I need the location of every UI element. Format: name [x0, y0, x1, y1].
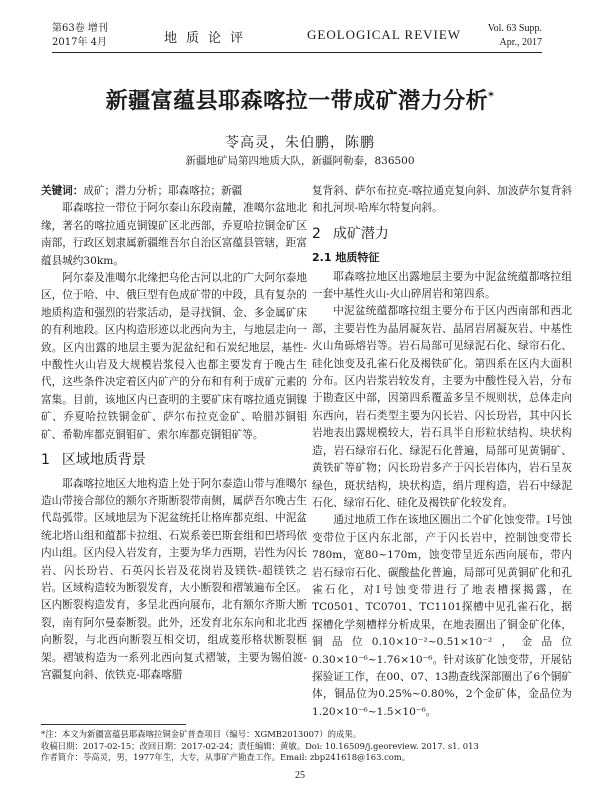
section-2-paragraph-2: 中泥盆统蕴都喀拉组主要分布于区内西南部和西北部，主要岩性为晶屑凝灰岩、晶屑岩屑凝灰岩、中基性火山角砾熔岩等。岩石局部可见绿泥石化、绿帘石化、硅化蚀变及孔雀石化及褐铁矿化。第四系在区内大面积分布。区内岩浆岩较发育，主要为中酸性侵入岩，分布于勘查区中部，因第四系覆盖多呈不规则状，总体走向东西向，岩石类型主要为闪长岩、闪长玢岩，其中闪长岩地表出露规模较大，岩石具半自形粒状结构、块状构造，岩石绿帘石化、绿泥石化普遍，局部可见黄铜矿、黄铁矿等矿物；闪长玢岩多产于闪长岩体内，岩石呈灰绿色，斑状结构，块状构造，绢片理构造，岩石中绿泥石化、绿帘石化、硅化及褐铁矿化较发育。: [312, 305, 572, 509]
running-header: [52, 22, 542, 52]
footnote-fund: *注：本文为新疆富蕴县耶森喀拉铜金矿普查项目（编号：XGMB2013007）的成果。: [41, 729, 362, 739]
title-footnote-mark: *: [488, 89, 495, 103]
section-2-heading: [312, 226, 572, 243]
footnote-author-bio: 作者简介：苓高灵，男，1977年生，大专，从事矿产勘查工作。Email: zbp241618@163.com。: [41, 752, 411, 762]
page-number: 25: [295, 770, 305, 781]
section-number: 2: [312, 225, 321, 242]
section-number: 1: [41, 452, 50, 469]
footnotes: [41, 729, 561, 764]
footnote-rule: [41, 724, 186, 725]
header-rule: [52, 52, 542, 53]
section-1-paragraph: 耶森喀拉地区大地构造上处于阿尔泰造山带与准噶尔造山带接合部位的额尔齐斯断裂带南侧，属萨吾尔晚古生代岛弧带。区域地层为下泥盆统托让格库都克组、中泥盆统北塔山组和蕴都卡拉组、石炭系姜巴斯套组和巴塔玛依内山组。区内侵入岩发育，主要为华力西期，岩性为闪长岩、闪长玢岩、石英闪长岩及花岗岩及镁铁-超镁铁之岩。区域构造较为断裂发育，大小断裂和褶皱遍布全区。区内断裂构造发育，多呈北西向展布，北有额尔齐斯大断裂，南有阿尔曼泰断裂。此外，还发育北东东向和北北西向断裂，与北西向断裂互相交切，组成菱形格状断裂框架。褶皱构造为一系列北西向复式褶皱，主要为锡伯渡-宫疆复向斜、依铁克-耶森喀腊: [41, 477, 307, 681]
continuation-paragraph: 复背斜、萨尔布拉克-喀拉通克复向斜、加波萨尔复背斜和扎河坝-哈库尔特复向斜。: [312, 185, 572, 215]
left-column: [41, 183, 307, 684]
authors: 苓高灵，朱伯鹏，陈鹏: [225, 135, 375, 151]
date-cn: 2017年 4月: [52, 37, 107, 48]
header-volume-cn: [52, 22, 108, 50]
volume-cn: 第63卷 增刊: [52, 23, 108, 34]
keywords-label: 关键词：: [41, 185, 84, 197]
footnote-dates: 收稿日期：2017-02-15；改回日期：2017-02-24；责任编辑：黄敏。Doi: 10.16509/j.georeview. 2017. s1. 013: [41, 740, 479, 751]
volume-en: Vol. 63 Supp.: [487, 23, 542, 34]
section-2-paragraph-1: 耶森喀拉地区出露地层主要为中泥盆统蕴都喀拉组一套中基性火山-火山碎屑岩和第四系。: [312, 270, 572, 301]
intro-paragraph-2: 阿尔泰及准噶尔北缘把乌伦古河以北的广大阿尔泰地区，位于哈、中、俄巨型有色成矿带的中段，具有复杂的地质构造和强烈的岩浆活动，是寻找铜、金、多金属矿床的有利地段。区内构造形迹以北西向为主，与地层走向一致。区内出露的地层主要为泥盆纪和石炭纪地层，基性-中酸性火山岩及大规模岩浆侵入也都主要发育于晚古生代，这些条件决定着区内矿产的分布和有利于成矿元素的富集。目前，该地区内已查明的主要矿床有喀拉通克铜镍矿、乔夏哈拉铁铜金矿、萨尔布拉克金矿、哈腊苏铜钼矿、希勒库都克铜钼矿、索尔库都克铜钼矿等。: [41, 272, 307, 441]
journal-name-en: GEOLOGICAL REVIEW: [307, 27, 462, 42]
date-en: Apr., 2017: [499, 37, 542, 48]
intro-paragraph-1: 耶森喀拉一带位于阿尔泰山东段南麓，准噶尔盆地北缘，著名的喀拉通克铜镍矿区北西部，乔夏哈拉铜金矿区南部，行政区划隶属新疆维吾尔自治区富蕴县管辖，距富蕴县城约30km。: [41, 202, 307, 267]
section-title: 区域地质背景: [61, 452, 146, 469]
section-2-paragraph-3: 通过地质工作在该地区圈出二个矿化蚀变带。Ⅰ号蚀变带位于区内东北部，产于闪长岩中，控制蚀变带长780m，宽80~170m，蚀变带呈近东西向展布，带内岩石绿帘石化、碳酸盐化普遍，局部可见黄铜矿化和孔雀石化，对Ⅰ号蚀变带进行了地表槽探揭露，在TC0501、TC0701、TC1101探槽中见孔雀石化，据探槽化学刻槽样分析成果，在地表圈出了铜金矿化体，铜品位0.10×10⁻²~0.51×10⁻²，金品位0.30×10⁻⁶~1.76×10⁻⁶。针对该矿化蚀变带，开展钻探验证工作，在00、07、13勘查线深部圈出了6个铜矿体，铜品位为0.25%~0.80%，2个金矿体，金品位为1.20×10⁻⁶~1.5×10⁻⁶。: [312, 514, 572, 718]
header-volume-en: [488, 22, 542, 50]
right-column: [312, 183, 572, 721]
keywords: [41, 183, 307, 200]
section-title: 成矿潜力: [332, 225, 389, 242]
title-text: 新疆富蕴县耶森喀拉一带成矿潜力分析: [105, 89, 489, 114]
keywords-text: 成矿；潜力分析；耶森喀拉；新疆: [83, 185, 243, 197]
article-title: [0, 84, 600, 115]
subsection-2-1-heading: 2.1 地质特征: [312, 251, 380, 265]
affiliation: 新疆地矿局第四地质大队，新疆阿勒泰，836500: [185, 155, 415, 167]
section-1-heading: [41, 452, 307, 469]
journal-name-cn: 地质论评: [164, 31, 253, 46]
